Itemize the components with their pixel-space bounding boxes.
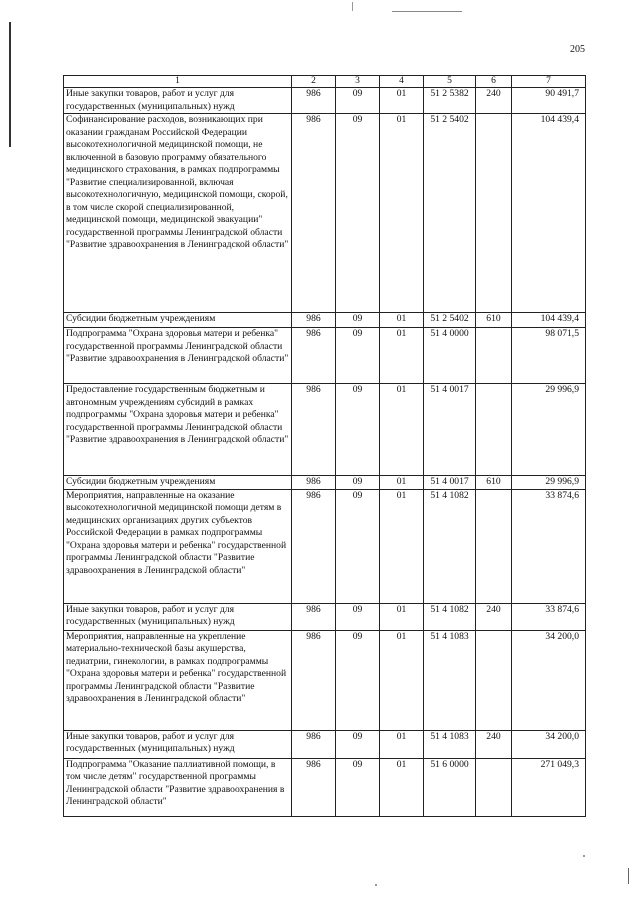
scan-top-line [392,11,462,12]
row-name: Предоставление государственным бюджетным и автономным учреждениям субсидий в рамках подпрограммы "Охрана здоровья матери и ребенка" государственной программы Ленинградской области "Развитие здравоохранения в Ленинградской области" [64,384,292,476]
col-header-pr: 4 [380,76,424,88]
row-vr [476,114,512,313]
row-sum: 29 996,9 [512,384,586,476]
row-pr: 01 [380,114,424,313]
row-sum: 33 874,6 [512,489,586,603]
table-row [64,328,586,384]
table-row [64,313,586,328]
table-row [64,88,586,114]
table-row [64,476,586,490]
row-vr: 240 [476,730,512,758]
row-sum: 33 874,6 [512,603,586,630]
scan-bottom-mark [628,868,629,884]
row-sum: 271 049,3 [512,758,586,816]
row-name: Мероприятия, направленные на оказание высокотехнологичной медицинской помощи детям в медицинских организациях других субъектов Российской Федерации в рамках подпрограммы "Охрана здоровья матери и ребенка" государственной программы Ленинградской области "Развитие здравоохранения в Ленинградской области" [64,489,292,603]
col-header-csr: 5 [424,76,476,88]
row-pr: 01 [380,489,424,603]
row-vr: 240 [476,88,512,114]
row-csr: 51 2 5382 [424,88,476,114]
row-rz: 09 [336,730,380,758]
col-header-sum: 7 [512,76,586,88]
col-header-vr: 6 [476,76,512,88]
table-row [64,114,586,313]
row-name: Субсидии бюджетным учреждениям [64,313,292,328]
row-grbs: 986 [292,328,336,384]
row-sum: 34 200,0 [512,630,586,730]
row-name: Софинансирование расходов, возникающих при оказании гражданам Российской Федерации высокотехнологичной медицинской помощи, не включенной в базовую программу обязательного медицинского страхования, в рамках подпрограммы "Развитие специализированной, включая высокотехнологичную, медицинской помощи, скорой, в том числе скорой специализированной, медицинской помощи, медицинской эвакуации" государственной программы Ленинградской области "Развитие здравоохранения в Ленинградской области" [64,114,292,313]
row-sum: 29 996,9 [512,476,586,490]
row-vr [476,489,512,603]
col-header-grbs: 2 [292,76,336,88]
row-pr: 01 [380,730,424,758]
row-rz: 09 [336,313,380,328]
row-rz: 09 [336,114,380,313]
row-grbs: 986 [292,758,336,816]
row-rz: 09 [336,603,380,630]
row-csr: 51 2 5402 [424,313,476,328]
table-row [64,630,586,730]
row-vr [476,758,512,816]
row-grbs: 986 [292,603,336,630]
row-rz: 09 [336,758,380,816]
row-rz: 09 [336,476,380,490]
budget-table [63,75,586,817]
row-name: Иные закупки товаров, работ и услуг для государственных (муниципальных) нужд [64,88,292,114]
row-vr [476,630,512,730]
row-pr: 01 [380,88,424,114]
row-pr: 01 [380,603,424,630]
row-grbs: 986 [292,384,336,476]
row-sum: 34 200,0 [512,730,586,758]
row-pr: 01 [380,476,424,490]
col-header-rz: 3 [336,76,380,88]
col-header-name: 1 [64,76,292,88]
row-grbs: 986 [292,730,336,758]
row-csr: 51 2 5402 [424,114,476,313]
row-sum: 104 439,4 [512,313,586,328]
table-row [64,758,586,816]
row-grbs: 986 [292,489,336,603]
row-csr: 51 4 0017 [424,384,476,476]
row-pr: 01 [380,328,424,384]
scan-margin-line [9,22,11,147]
row-rz: 09 [336,328,380,384]
row-vr: 610 [476,476,512,490]
table-row [64,384,586,476]
row-csr: 51 4 0017 [424,476,476,490]
row-rz: 09 [336,489,380,603]
row-csr: 51 4 0000 [424,328,476,384]
scan-speck [583,855,585,857]
scan-top-tick [352,2,353,11]
row-sum: 104 439,4 [512,114,586,313]
row-name: Подпрограмма "Оказание паллиативной помощи, в том числе детям" государственной программы Ленинградской области "Развитие здравоохранения в Ленинградской области" [64,758,292,816]
row-csr: 51 4 1082 [424,489,476,603]
row-vr: 610 [476,313,512,328]
header-row [64,76,586,88]
row-csr: 51 4 1082 [424,603,476,630]
row-grbs: 986 [292,630,336,730]
row-name: Подпрограмма "Охрана здоровья матери и ребенка" государственной программы Ленинградской области "Развитие здравоохранения в Ленинградской области" [64,328,292,384]
row-csr: 51 4 1083 [424,730,476,758]
table-row [64,489,586,603]
row-name: Иные закупки товаров, работ и услуг для государственных (муниципальных) нужд [64,730,292,758]
row-grbs: 986 [292,313,336,328]
row-pr: 01 [380,313,424,328]
row-name: Иные закупки товаров, работ и услуг для государственных (муниципальных) нужд [64,603,292,630]
row-vr [476,328,512,384]
row-pr: 01 [380,384,424,476]
row-name: Мероприятия, направленные на укрепление материально-технической базы акушерства, педиатрии, гинекологии, в рамках подпрограммы "Охрана здоровья матери и ребенка" государственной программы Ленинградской области "Развитие здравоохранения в Ленинградской области" [64,630,292,730]
row-vr [476,384,512,476]
row-sum: 90 491,7 [512,88,586,114]
row-rz: 09 [336,88,380,114]
row-rz: 09 [336,384,380,476]
row-csr: 51 6 0000 [424,758,476,816]
row-pr: 01 [380,630,424,730]
row-grbs: 986 [292,114,336,313]
row-vr: 240 [476,603,512,630]
row-name: Субсидии бюджетным учреждениям [64,476,292,490]
page-number: 205 [570,44,585,55]
row-rz: 09 [336,630,380,730]
scan-speck [375,884,377,886]
row-pr: 01 [380,758,424,816]
table-row [64,603,586,630]
row-sum: 98 071,5 [512,328,586,384]
table-row [64,730,586,758]
row-grbs: 986 [292,88,336,114]
row-grbs: 986 [292,476,336,490]
row-csr: 51 4 1083 [424,630,476,730]
